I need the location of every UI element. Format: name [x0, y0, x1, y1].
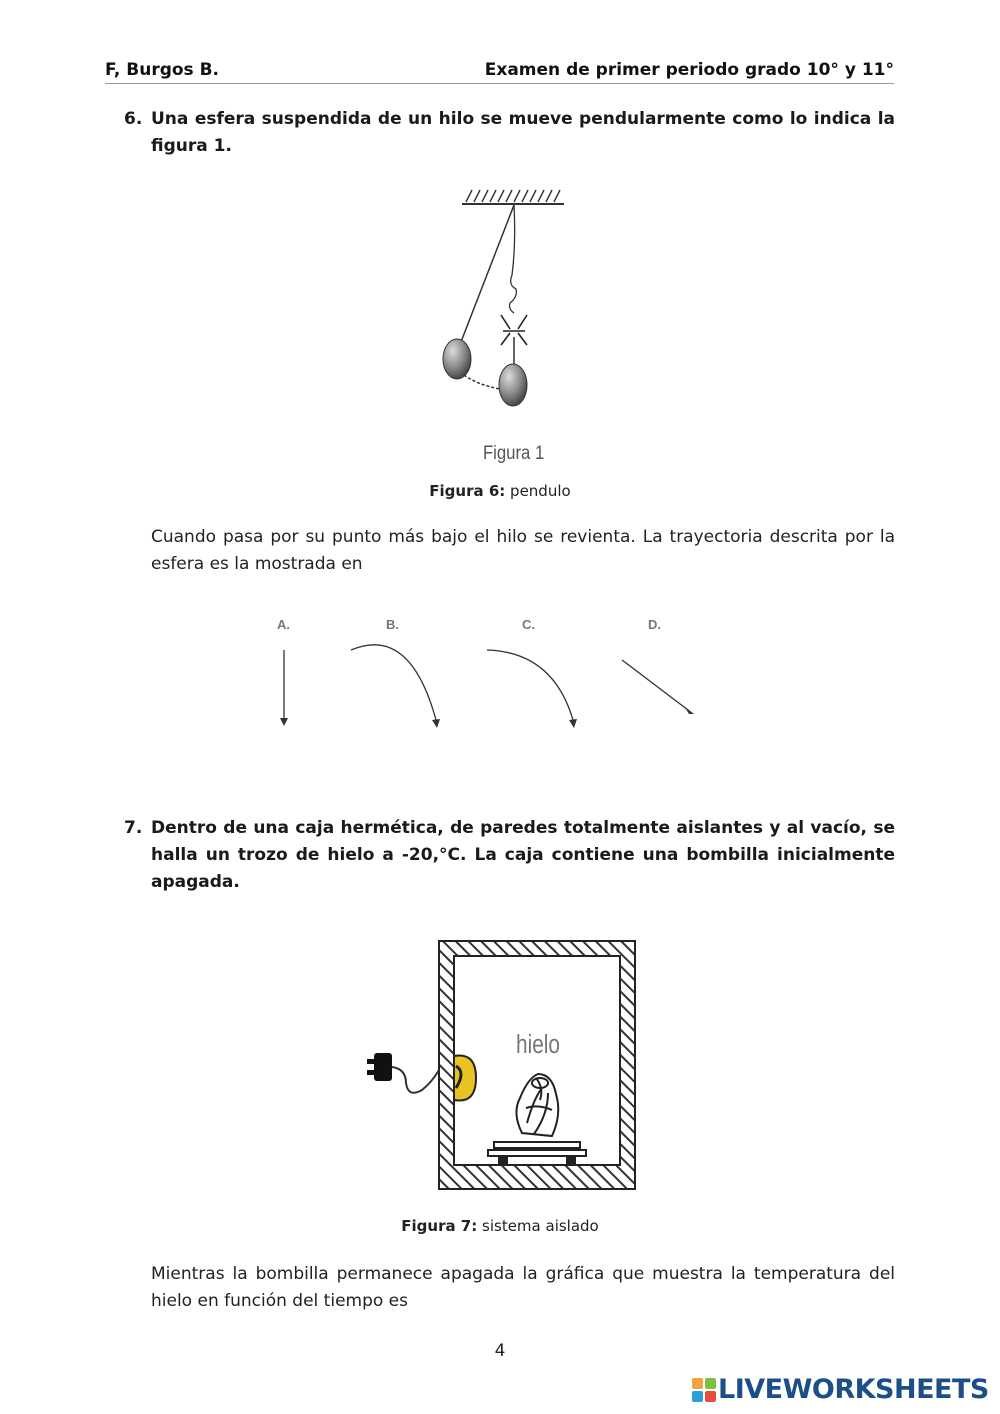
question-7-number: 7.: [124, 818, 143, 838]
header-author: F, Burgos B.: [105, 60, 220, 80]
option-b-label: B.: [386, 617, 399, 632]
ceiling-support: [462, 190, 564, 204]
swing-path: [464, 375, 500, 389]
option-a-label: A.: [277, 617, 290, 632]
broken-string: [510, 205, 517, 313]
ice-label: hielo: [516, 1029, 560, 1059]
question-6-number: 6.: [124, 109, 143, 129]
question-7-body: Mientras la bombilla permanece apagada la gráfica que muestra la temperatura del hielo en función del tiempo es: [151, 1264, 895, 1311]
liveworksheets-logo-icon: [692, 1377, 716, 1403]
option-c-trajectory: [487, 650, 577, 728]
question-6-body: Cuando pasa por su punto más bajo el hilo se revienta. La trayectoria descrita por la esfera es la mostrada en: [151, 527, 895, 574]
liveworksheets-logo[interactable]: [692, 1374, 989, 1405]
option-c-label: C.: [522, 617, 535, 632]
figure-7-caption-text: sistema aislado: [477, 1217, 599, 1235]
liveworksheets-logo-text: LIVEWORKSHEETS: [718, 1374, 989, 1405]
option-d-label: D.: [648, 617, 661, 632]
sphere-left: [443, 339, 471, 379]
power-plug: [367, 1053, 439, 1093]
sphere-bottom: [499, 364, 527, 406]
figure-1-label: Figura 1: [482, 442, 545, 464]
pendulum-figure: [430, 185, 580, 470]
light-bulb: [454, 1055, 476, 1100]
question-6-text: Una esfera suspendida de un hilo se mueve pendularmente como lo indica la figura 1.: [151, 109, 895, 156]
figure-6-caption: [0, 482, 1000, 500]
option-d-trajectory: [622, 660, 694, 714]
page-number: 4: [494, 1341, 506, 1361]
insulated-box-figure: [362, 938, 642, 1193]
question-7: [124, 815, 895, 896]
header-divider: [105, 83, 894, 84]
figure-6-caption-label: Figura 6:: [429, 482, 506, 500]
trajectory-options: [260, 610, 710, 735]
figure-7-caption-label: Figura 7:: [401, 1217, 478, 1235]
figure-7-caption: [0, 1217, 1000, 1235]
question-6: [124, 106, 895, 160]
figure-6-caption-text: pendulo: [505, 482, 571, 500]
question-7-text: Dentro de una caja hermética, de paredes totalmente aislantes y al vacío, se halla un trozo de hielo a -20,°C. La caja contiene una bombilla inicialmente apagada.: [151, 818, 895, 892]
pendulum-string: [459, 205, 514, 347]
option-b-trajectory: [351, 645, 440, 728]
option-a-trajectory: [280, 650, 288, 726]
header-title: Examen de primer periodo grado 10° y 11°: [484, 60, 894, 80]
